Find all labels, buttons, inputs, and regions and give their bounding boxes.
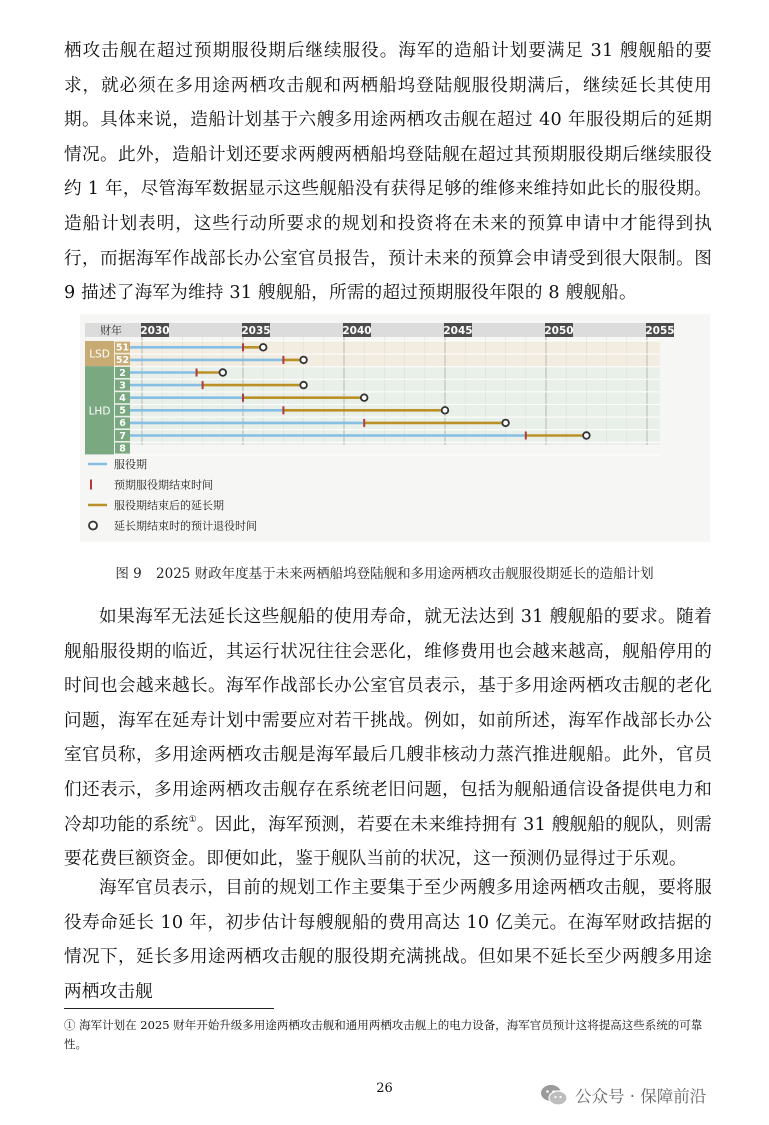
ship-label: 4: [119, 393, 126, 404]
ship-label: 5: [119, 405, 126, 417]
ship-label: 6: [119, 418, 126, 430]
tick-label: 2035: [241, 325, 271, 337]
ship-label: 3: [119, 380, 126, 392]
retire-marker: [220, 369, 227, 376]
ship-extension-chart: [80, 314, 710, 542]
axis-label: 财年: [100, 324, 122, 337]
tick-label: 2050: [544, 325, 574, 337]
figure-caption: [0, 562, 769, 582]
ship-label: 52: [115, 355, 130, 367]
retire-marker: [260, 344, 267, 351]
paragraph-2-text: 如果海军无法延长这些舰船的使用寿命，就无法达到 31 艘舰船的要求。随着舰船服役期的临近，其运行状况往往会恶化，维修费用也会越来越高，舰船停用的时间也会越来越长。海军作战部长办公室官员表示，基于多用途两栖攻击舰的老化问题，海军在延寿计划中需要应对若干挑战。例如，如前所述，海军作战部长办公室官员称，多用途两栖攻击舰是海军最后几艘非核动力蒸汽推进舰船。此外，官员们还表示，多用途两栖攻击舰存在系统老旧问题，包括为舰船通信设备提供电力和冷却功能的系统: [64, 607, 712, 835]
watermark-text: 公众号 · 保障前沿: [575, 1087, 707, 1106]
legend-retire-swatch: [89, 522, 97, 530]
group-label: LSD: [89, 348, 110, 361]
ship-label: 2: [119, 367, 126, 379]
page-number: 26: [376, 1081, 393, 1096]
retire-marker: [583, 432, 590, 439]
watermark: [540, 1082, 706, 1108]
legend-extension-text: 服役期结束后的延长期: [114, 499, 224, 512]
paragraph-1: 栖攻击舰在超过预期服役期后继续服役。海军的造船计划要满足 31 艘舰船的要求，就必须在多用途两栖攻击舰和两栖船坞登陆舰服役期满后，继续延长其使用期。具体来说，造船计划基于六艘多用途两栖攻击舰在超过 40 年服役期后的延期情况。此外，造船计划还要求两艘两栖船坞登陆舰在超过其预期服役期后继续服役约 1 年，尽管海军数据显示这些舰船没有获得足够的维修来维持如此长的服役期。造船计划表明，这些行动所要求的规划和投资将在未来的预算申请中才能得到执行，而据海军作战部长办公室官员报告，预计未来的预算会申请受到很大限制。图 9 描述了海军为维持 31 艘舰船，所需的超过预期服役年限的 8 艘舰船。: [64, 41, 712, 304]
tick-label: 2030: [140, 325, 170, 337]
tick-label: 2040: [342, 325, 372, 337]
axis-header-bg: [85, 323, 660, 337]
caption-text: 2025 财政年度基于未来两栖船坞登陆舰和多用途两栖攻击舰服役期延长的造船计划: [156, 566, 654, 582]
wechat-icon: [540, 1083, 568, 1107]
ship-label: 8: [119, 443, 126, 455]
paragraph-2-tail: 。因此，海军预测，若要在未来维持拥有 31 艘舰船的舰队，则需要花费巨额资金。即便如此，鉴于舰队当前的状况，这一预测仍显得过于乐观。: [64, 814, 712, 870]
paragraph-2: [64, 600, 712, 877]
legend-end-text: 预期服役期结束时间: [114, 478, 213, 492]
caption-number: 图 9: [115, 566, 142, 582]
group-label: LHD: [88, 405, 111, 418]
tick-label: 2055: [645, 325, 675, 337]
footnote-divider: [64, 1008, 274, 1009]
ship-label: 7: [119, 430, 126, 442]
legend-retire-text: 延长期结束时的预计退役时间: [114, 519, 257, 533]
retire-marker: [361, 394, 368, 401]
tick-label: 2045: [443, 325, 473, 337]
paragraph-3: 海军官员表示，目前的规划工作主要集于至少两艘多用途两栖攻击舰，要将服役寿命延长 10 年，初步估计每艘舰船的费用高达 10 亿美元。在海军财政拮据的情况下，延长多用途两栖攻击舰的服役期充满挑战。但如果不延长至少两艘多用途两栖攻击舰: [64, 878, 712, 1002]
retire-marker: [442, 407, 449, 414]
ship-label: 51: [115, 342, 130, 354]
legend-service-text: 服役期: [114, 458, 147, 471]
retire-marker: [300, 382, 307, 389]
lhd-band: [85, 367, 660, 445]
footnote: ① 海军计划在 2025 财年开始升级多用途两栖攻击舰和通用两栖攻击舰上的电力设备，海军官员预计这将提高这些系统的可靠性。: [64, 1018, 703, 1051]
footnote-ref[interactable]: ①: [188, 814, 197, 825]
figure-9: [80, 314, 710, 542]
retire-marker: [502, 420, 509, 427]
retire-marker: [300, 357, 307, 364]
